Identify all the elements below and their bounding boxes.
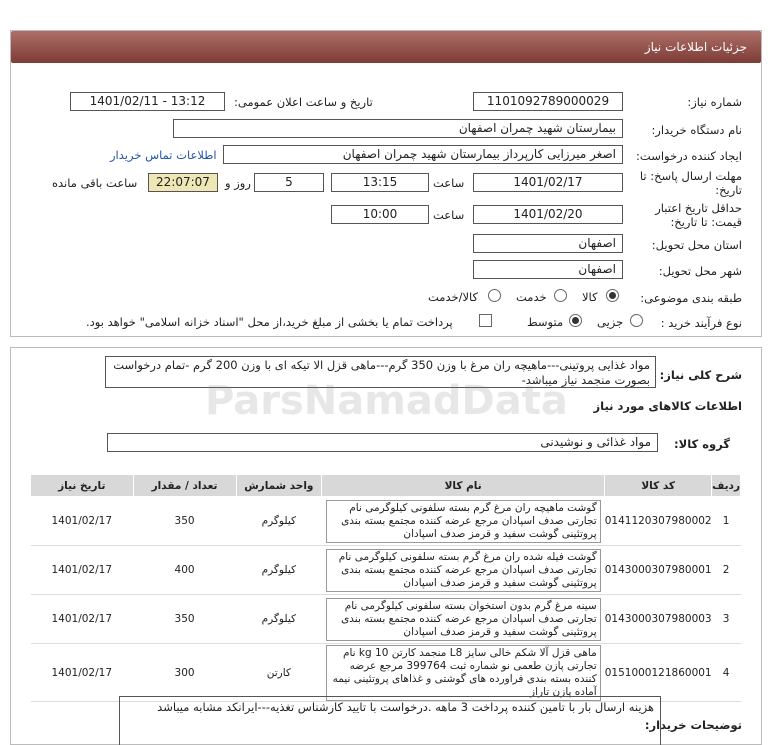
- deadline-time-label: ساعت: [433, 176, 465, 190]
- row-qty: 350: [133, 595, 236, 644]
- table-row: [31, 546, 741, 595]
- validity-label: حداقل تاریخ اعتبار: [655, 201, 742, 215]
- row-unit: کیلوگرم: [236, 497, 321, 546]
- process-medium-radio[interactable]: [569, 314, 582, 327]
- goods-group-label: گروه کالا:: [674, 437, 730, 451]
- row-index: 2: [712, 546, 741, 595]
- row-unit: کیلوگرم: [236, 595, 321, 644]
- row-code: 0143000307980001: [605, 546, 712, 595]
- buyer-notes-field: هزینه ارسال بار با تامین کننده پرداخت 3 ماهه .درخواست با تایید کارشناس تغذیه---ایرانکد مشابه میباشد: [119, 696, 661, 745]
- validity-label-2: قیمت: تا تاریخ:: [670, 215, 742, 229]
- process-medium-label: متوسط: [527, 315, 564, 329]
- province-label: استان محل تحویل:: [651, 238, 742, 252]
- treasury-checkbox[interactable]: [479, 314, 492, 327]
- process-minor-label: جزیی: [597, 315, 624, 329]
- row-qty: 400: [133, 546, 236, 595]
- row-code: 0143000307980003: [605, 595, 712, 644]
- need-number-label: شماره نیاز:: [687, 95, 742, 109]
- treasury-note: پرداخت تمام یا بخشی از مبلغ خرید،از محل "اسناد خزانه اسلامی" خواهد بود.: [86, 315, 453, 329]
- creator-field: اصغر میرزایی کارپرداز بیمارستان شهید چمران اصفهان: [223, 145, 623, 164]
- row-code: 0151000121860001: [605, 644, 712, 702]
- row-name: گوشت ماهیچه ران مرغ گرم بسته سلفونی کیلوگرمی نام تجارتی صدف اسپادان مرجع عرضه کننده مجتمع بسته بندی پروتئینی گوشت سفید و قرمز صدف اسپادان: [326, 500, 601, 543]
- creator-label: ایجاد کننده درخواست:: [636, 149, 742, 163]
- table-row: [31, 497, 741, 546]
- announce-label: تاریخ و ساعت اعلان عمومی:: [234, 95, 373, 109]
- row-index: 1: [712, 497, 741, 546]
- summary-field: مواد غذایی پروتینی---ماهیچه ران مرغ با وزن 350 گرم---ماهی قزل الا تیکه ای با وزن 200 گرم -تمام درخواست بصورت منجمد نیاز میباشد-: [105, 356, 656, 388]
- validity-date-field: 1401/02/20: [473, 205, 623, 224]
- category-service-radio[interactable]: [554, 289, 567, 302]
- buyer-notes-label: توضیحات خریدار:: [644, 718, 742, 732]
- process-label: نوع فرآیند خرید :: [660, 316, 742, 330]
- days-label: روز و: [225, 176, 251, 190]
- row-date: 1401/02/17: [31, 595, 134, 644]
- validity-time-label: ساعت: [433, 208, 465, 222]
- buyer-field: بیمارستان شهید چمران اصفهان: [173, 119, 623, 138]
- buyer-label: نام دستگاه خریدار:: [651, 123, 742, 137]
- need-number-field: 1101092789000029: [473, 92, 623, 111]
- process-minor-radio[interactable]: [630, 314, 643, 327]
- deadline-date-field: 1401/02/17: [473, 173, 623, 192]
- row-qty: 300: [133, 644, 236, 702]
- col-index: ردیف: [712, 475, 741, 497]
- col-unit: واحد شمارش: [236, 475, 321, 497]
- row-name: گوشت فیله شده ران مرغ گرم بسته سلفونی کیلوگرمی نام تجارتی صدف اسپادان مرجع عرضه کننده مجتمع بسته بندی پروتئینی گوشت سفید و قرمز صدف اسپادان: [326, 549, 601, 592]
- buyer-contact-link[interactable]: اطلاعات تماس خریدار: [110, 148, 217, 162]
- row-index: 3: [712, 595, 741, 644]
- remaining-time-field: 22:07:07: [148, 173, 218, 192]
- goods-group-field: مواد غذائی و نوشیدنی: [107, 433, 658, 452]
- announce-field: 1401/02/11 - 13:12: [70, 92, 225, 111]
- city-field: اصفهان: [473, 260, 623, 279]
- col-qty: تعداد / مقدار: [133, 475, 236, 497]
- row-unit: کارتن: [236, 644, 321, 702]
- category-label: طبقه بندی موضوعی:: [640, 291, 742, 305]
- row-name: سینه مرغ گرم بدون استخوان بسته سلفونی کیلوگرمی نام تجارتی صدف اسپادان مرجع عرضه کننده مجتمع بسته بندی پروتئینی گوشت سفید و قرمز صدف اسپادان: [326, 598, 601, 641]
- category-service-label: خدمت: [516, 290, 547, 304]
- summary-label: شرح کلی نیاز:: [659, 368, 742, 382]
- table-row: [31, 595, 741, 644]
- row-qty: 350: [133, 497, 236, 546]
- table-row: [31, 644, 741, 702]
- col-name: نام کالا: [322, 475, 605, 497]
- row-date: 1401/02/17: [31, 644, 134, 702]
- deadline-label-2: تاریخ:: [715, 183, 742, 197]
- row-date: 1401/02/17: [31, 497, 134, 546]
- panel-header: [11, 31, 761, 63]
- row-unit: کیلوگرم: [236, 546, 321, 595]
- days-field: 5: [254, 173, 324, 192]
- goods-section-title: اطلاعات کالاهای مورد نیاز: [593, 399, 742, 413]
- category-both-radio[interactable]: [488, 289, 501, 302]
- row-name: ماهی قزل آلا شکم خالی سایز L8 منجمد کارتن 10 kg نام تجارتی پازن طعمی نو شماره ثبت 399764 مرجع عرضه کننده بسته بندی فراورده های گوشتی و غذاهای پروتئینی نیمه آماده پازن تاراز: [326, 645, 601, 701]
- category-both-label: کالا/خدمت: [428, 290, 479, 304]
- category-goods-label: کالا: [582, 290, 598, 304]
- row-date: 1401/02/17: [31, 546, 134, 595]
- category-goods-radio[interactable]: [606, 289, 619, 302]
- remaining-label: ساعت باقی مانده: [52, 176, 138, 190]
- deadline-label: مهلت ارسال پاسخ: تا: [639, 169, 742, 183]
- deadline-time-field: 13:15: [331, 173, 429, 192]
- items-table: [30, 474, 741, 702]
- col-date: تاریخ نیاز: [31, 475, 134, 497]
- panel-title: جزئیات اطلاعات نیاز: [644, 40, 747, 54]
- city-label: شهر محل تحویل:: [658, 264, 742, 278]
- province-field: اصفهان: [473, 234, 623, 253]
- col-code: کد کالا: [605, 475, 712, 497]
- row-code: 0141120307980002: [605, 497, 712, 546]
- validity-time-field: 10:00: [331, 205, 429, 224]
- row-index: 4: [712, 644, 741, 702]
